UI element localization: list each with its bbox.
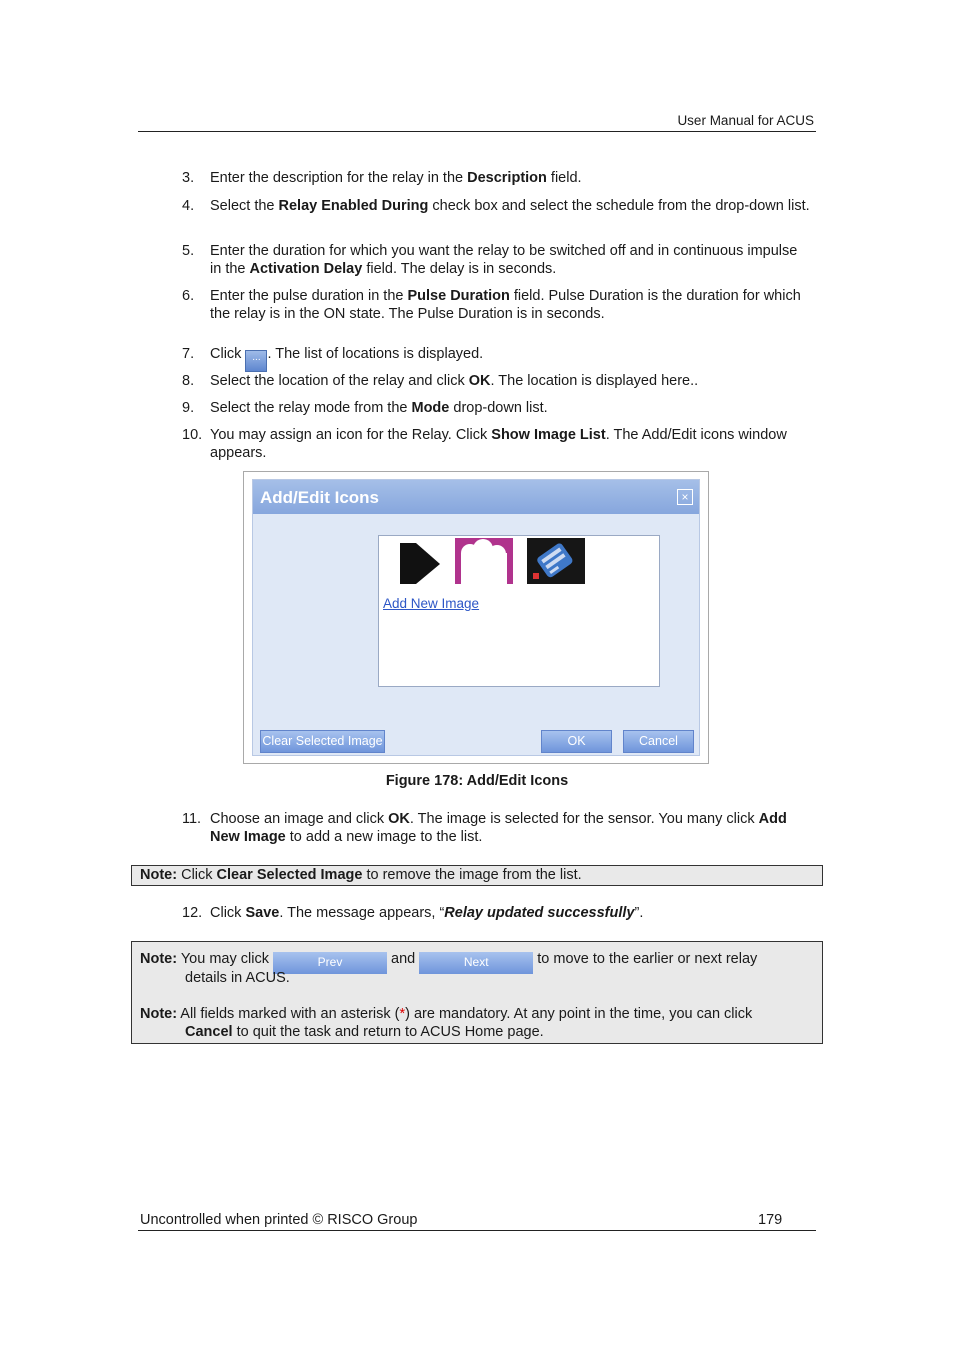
step-number: 12. — [182, 905, 203, 921]
note-bold: Clear Selected Image — [216, 867, 363, 883]
step-text: . The Add/Edit icons window appears. — [210, 427, 787, 461]
location-browse-button[interactable]: ... — [245, 350, 267, 372]
step-6 — [182, 287, 812, 323]
add-edit-icons-dialog — [252, 479, 700, 756]
step-number: 6. — [182, 288, 195, 304]
figure-caption: Figure 178: Add/Edit Icons — [385, 773, 569, 789]
step-text: Click — [210, 346, 246, 362]
note-text: to quit the task and return to ACUS Home page. — [232, 1024, 544, 1040]
step-text: ”. — [634, 905, 644, 921]
step-text: Choose an image and click — [210, 811, 389, 827]
note-label: Note: — [140, 1006, 178, 1022]
note-text: and — [386, 951, 420, 967]
note-text: ) are mandatory. At any point in the time, you can click — [405, 1006, 753, 1022]
next-button[interactable]: Next — [419, 952, 533, 974]
step-bold: Save — [245, 905, 280, 921]
sensor-image-thumb[interactable] — [527, 538, 585, 584]
footer-rule — [138, 1230, 816, 1231]
step-4 — [182, 197, 812, 215]
image-list-pane — [378, 535, 660, 687]
step-text: Click — [210, 905, 246, 921]
step-text: . The location is displayed here.. — [490, 373, 699, 389]
step-text: drop-down list. — [449, 400, 548, 416]
step-12 — [182, 904, 812, 922]
page-number: 179 — [758, 1212, 783, 1228]
note-text: to remove the image from the list. — [362, 867, 582, 883]
note-text: Click — [177, 867, 217, 883]
step-5 — [182, 242, 812, 278]
step-number: 10. — [182, 427, 203, 443]
note-bold: Cancel — [185, 1024, 233, 1040]
note-text: All fields marked with an asterisk ( — [177, 1006, 400, 1022]
step-text: field. The delay is in seconds. — [362, 261, 557, 277]
note-line: details in ACUS. — [185, 970, 290, 986]
step-bold: OK — [388, 811, 410, 827]
asterisk-marker: * — [399, 1006, 406, 1022]
note-line — [140, 1005, 752, 1023]
step-text: Enter the description for the relay in the — [210, 170, 468, 186]
prev-button[interactable]: Prev — [273, 952, 387, 974]
sensor-icon — [527, 538, 585, 584]
cancel-button[interactable]: Cancel — [623, 730, 694, 753]
step-11 — [182, 810, 812, 846]
header-title: User Manual for ACUS — [677, 113, 814, 128]
step-bold: OK — [468, 373, 491, 389]
arrow-image-thumb[interactable] — [382, 538, 440, 584]
footer-copyright: Uncontrolled when printed © RISCO Group — [140, 1212, 418, 1228]
step-bold: Add New Image — [210, 811, 787, 845]
cloud-image-thumb[interactable] — [455, 538, 513, 584]
step-7 — [182, 345, 812, 372]
step-text: . The image is selected for the sensor. You many click — [409, 811, 759, 827]
step-3 — [182, 169, 812, 187]
step-text: field. — [546, 170, 582, 186]
step-text: field. Pulse Duration is the duration for which the relay is in the ON state. The Pulse Duration is in seconds. — [210, 288, 801, 322]
step-text: Enter the duration for which you want the relay to be switched off and in continuous impulse in the — [210, 243, 798, 277]
step-text: to add a new image to the list. — [285, 829, 483, 845]
close-icon[interactable]: × — [677, 489, 693, 505]
step-bold: Pulse Duration — [407, 288, 510, 304]
step-text: You may assign an icon for the Relay. Click — [210, 427, 492, 443]
step-text: Select the relay mode from the — [210, 400, 412, 416]
arrow-icon — [382, 538, 440, 584]
dialog-titlebar — [253, 480, 699, 514]
step-bold: Description — [467, 170, 547, 186]
note-line — [140, 866, 582, 884]
step-text: Enter the pulse duration in the — [210, 288, 408, 304]
step-9 — [182, 399, 812, 417]
step-text: . The list of locations is displayed. — [267, 346, 484, 362]
note-label: Note: — [140, 867, 178, 883]
add-new-image-link[interactable]: Add New Image — [383, 596, 480, 611]
note-label: Note: — [140, 951, 178, 967]
note-box-navigation — [131, 941, 823, 1044]
step-text: Select the location of the relay and click — [210, 373, 469, 389]
step-number: 11. — [182, 811, 202, 827]
step-10 — [182, 426, 812, 462]
dialog-title: Add/Edit Icons — [260, 488, 379, 507]
step-text: check box and select the schedule from the drop-down list. — [428, 198, 810, 214]
ok-button[interactable]: OK — [541, 730, 612, 753]
step-bold-italic: Relay updated successfully — [444, 905, 635, 921]
step-number: 8. — [182, 373, 195, 389]
step-text: Select the — [210, 198, 279, 214]
step-bold: Activation Delay — [249, 261, 363, 277]
header-rule — [138, 131, 816, 132]
step-number: 4. — [182, 198, 195, 214]
dialog-screenshot — [243, 471, 709, 764]
clear-selected-image-button[interactable]: Clear Selected Image — [260, 730, 385, 753]
step-number: 3. — [182, 170, 195, 186]
step-bold: Mode — [411, 400, 450, 416]
step-8 — [182, 372, 812, 390]
step-number: 5. — [182, 243, 195, 259]
step-bold: Show Image List — [491, 427, 606, 443]
step-bold: Relay Enabled During — [278, 198, 429, 214]
step-text: . The message appears, “ — [279, 905, 445, 921]
note-text: to move to the earlier or next relay — [533, 951, 758, 967]
step-number: 9. — [182, 400, 195, 416]
step-number: 7. — [182, 346, 195, 362]
note-line — [185, 1023, 544, 1041]
note-text: You may click — [177, 951, 273, 967]
cloud-icon — [455, 538, 513, 584]
note-box-clear-image — [131, 865, 823, 886]
